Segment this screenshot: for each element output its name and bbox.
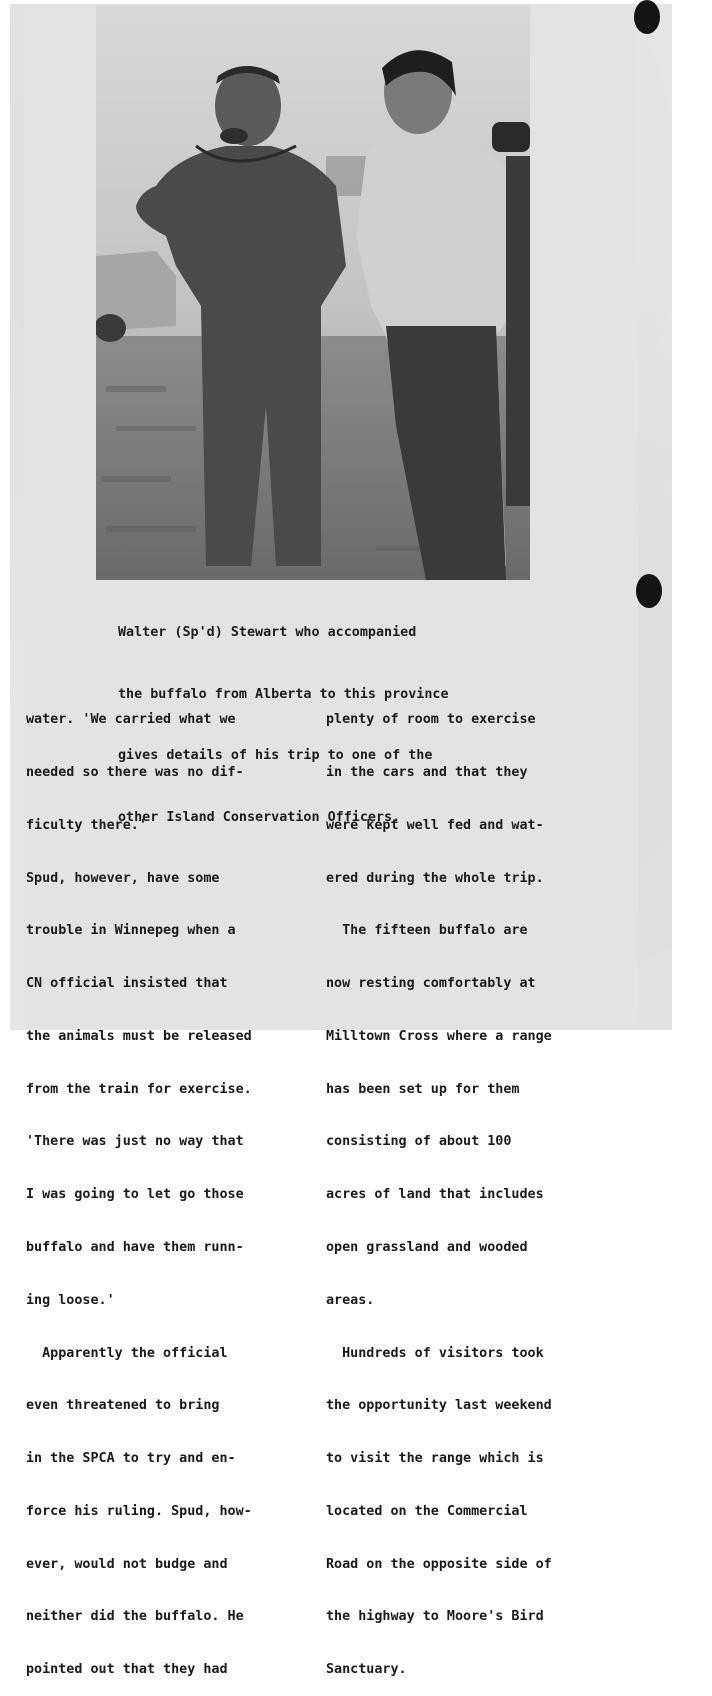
article-line: the opportunity last weekend <box>326 1398 552 1414</box>
article-line: Apparently the official <box>26 1345 228 1361</box>
article-line: buffalo and have them runn- <box>26 1240 244 1255</box>
punch-hole-top <box>634 0 660 34</box>
article-line: I was going to let go those <box>26 1187 244 1203</box>
article-line: ered during the whole trip. <box>326 870 544 886</box>
article-line: ever, would not budge and <box>26 1556 228 1572</box>
article-line: acres of land that includes <box>326 1187 544 1203</box>
article-line: Spud, however, have some <box>26 870 220 886</box>
caption-line: gives details of his trip to one of the <box>118 748 433 763</box>
article-line: in the SPCA to try and en- <box>26 1451 236 1467</box>
article-line: trouble in Winnepeg when a <box>26 923 236 939</box>
article-line: pointed out that they had <box>26 1662 228 1678</box>
news-photo <box>96 6 530 580</box>
article-line: water. 'We carried what we <box>26 712 236 728</box>
article-line: force his ruling. Spud, how- <box>26 1503 252 1519</box>
article-line: in the cars and that they <box>326 764 528 780</box>
article-line: the animals must be released <box>26 1028 252 1044</box>
article-line: consisting of about 100 <box>326 1134 512 1150</box>
article-column-right <box>326 676 626 1696</box>
caption-line: the buffalo from Alberta to this province <box>118 686 449 702</box>
article-line: 'There was just no way that <box>26 1134 244 1150</box>
article-line: Sanctuary. <box>326 1662 407 1678</box>
article-line: from the train for exercise. <box>26 1081 252 1097</box>
article-line: plenty of room to exercise <box>326 712 536 728</box>
article-line: neither did the buffalo. He <box>26 1609 244 1625</box>
article-line: were kept well fed and wat- <box>326 817 544 833</box>
punch-hole-middle <box>636 574 662 608</box>
article-line: now resting comfortably at <box>326 976 536 992</box>
article-line: to visit the range which is <box>326 1451 544 1467</box>
article-line: ficulty there.' <box>26 817 147 833</box>
article-line: needed so there was no dif- <box>26 764 244 780</box>
caption-line: Walter (Sp'd) Stewart who accompanied <box>118 625 417 640</box>
article-line: has been set up for them <box>326 1081 520 1097</box>
photograph-icon <box>96 6 530 580</box>
article-line: areas. <box>326 1292 375 1308</box>
article-line: The fifteen buffalo are <box>326 923 528 939</box>
caption-line: other Island Conservation Officers. <box>118 809 401 825</box>
article-line: the highway to Moore's Bird <box>326 1609 544 1625</box>
article-line: Hundreds of visitors took <box>326 1345 544 1361</box>
article-line: ing loose.' <box>26 1292 115 1308</box>
article-line: CN official insisted that <box>26 976 228 992</box>
article-line: even threatened to bring <box>26 1398 220 1414</box>
article-line: open grassland and wooded <box>326 1240 528 1255</box>
article-line: located on the Commercial <box>326 1503 528 1519</box>
article-line: Road on the opposite side of <box>326 1556 552 1572</box>
article-column-left <box>26 676 316 1696</box>
article-line: Milltown Cross where a range <box>326 1028 552 1044</box>
